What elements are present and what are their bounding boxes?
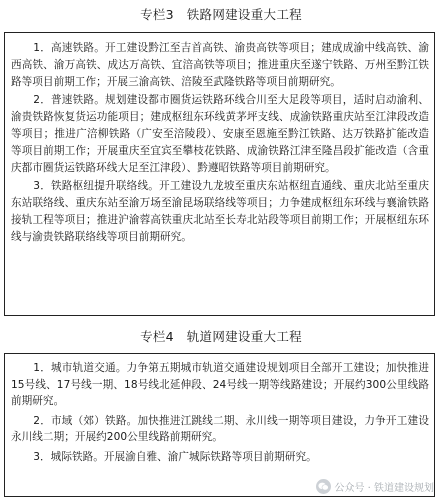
railway-item-conventional: 2．普速铁路。规划建设都市圈货运铁路环线合川至大足段等项目，适时启动渝利、渝贵铁路恢复货运功能项目；建成枢纽东环线黄茅坪支线、成渝铁路重庆站至江津段改造等项目；推进广涪柳铁路（广安至涪陵段）、安康至恩施至黔江铁路、达万铁路扩能改造等项目前期工作；开展重庆至宜宾至攀枝花铁路、成渝铁路江津至隆昌段扩能改造（含重庆都市圈货运铁路环线大足至江津段）、黔遵昭铁路等项目前期研究。 [11, 94, 429, 174]
rail-transit-projects-box [4, 353, 435, 497]
railway-projects-box [4, 32, 435, 316]
section-title-rail-transit: 专栏4 轨道网建设重大工程 [140, 329, 302, 344]
transit-item-intercity-rail: 3．城际铁路。开展渝自雅、渝广城际铁路等项目前期研究。 [33, 450, 317, 463]
wechat-icon [316, 479, 331, 494]
transit-item-urban-rail: 1．城市轨道交通。力争第五期城市轨道交通建设规划项目全部开工建设；加快推进15号线、17号线一期、18号线北延伸段、24号线一期等线路建设；开展约300公里线路前期研究。 [11, 362, 429, 408]
section-title-railway: 专栏3 铁路网建设重大工程 [140, 7, 302, 22]
watermark [316, 479, 434, 494]
railway-item-hub-links: 3．铁路枢纽提升联络线。开工建设九龙坡至重庆东站枢纽直通线、重庆北站至重庆东站联络线、重庆东站至渝万场至渝昆场联络线等项目；力争建成枢纽东环线与襄渝铁路接轨工程等项目；推进沪渝蓉高铁重庆北站至长寿北站段等项目前期工作；开展枢纽东环线与渝贵铁路联络线等项目前期研究。 [11, 180, 429, 243]
railway-item-high-speed: 1．高速铁路。开工建设黔江至吉首高铁、渝贵高铁等项目；建成成渝中线高铁、渝西高铁、渝万高铁、成达万高铁、宜涪高铁等项目；推进重庆至遂宁铁路、万州至黔江铁路等项目前期工作；开展三渝高铁、涪陵至武隆铁路等项目前期研究。 [11, 42, 429, 88]
transit-item-suburban-rail: 2．市域（郊）铁路。加快推进江跳线二期、永川线一期等项目建设，力争开工建设永川线二期；开展约200公里线路前期研究。 [11, 414, 429, 444]
watermark-text: 公众号 · 铁道建设规划 [334, 483, 434, 494]
